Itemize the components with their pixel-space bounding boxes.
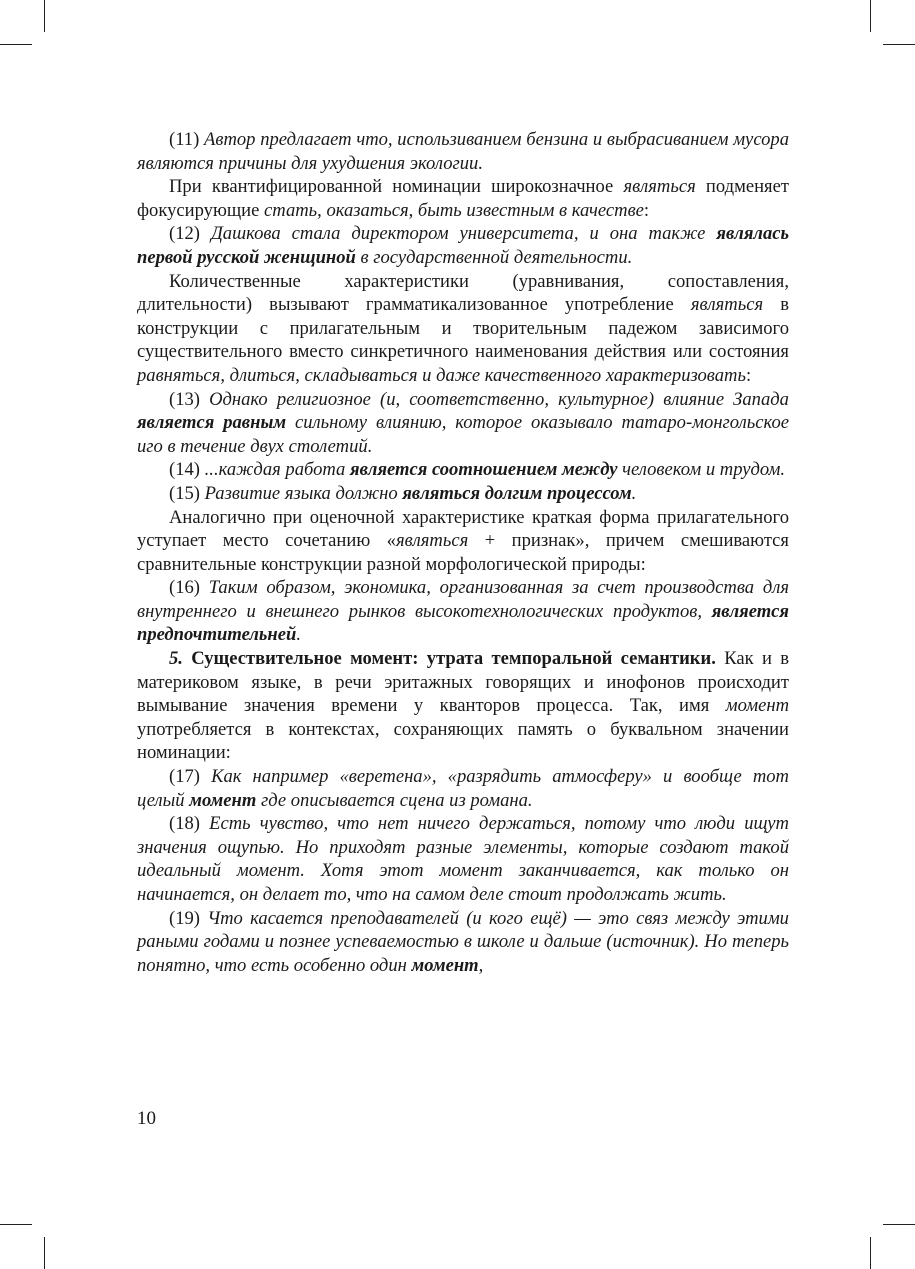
text-run: Однако религиозное (и, соответственно, культурное) влияние Запада [209, 388, 789, 410]
text-run: являться [395, 530, 469, 552]
text-run: : [643, 199, 650, 221]
text-run: (17) [169, 766, 212, 788]
text-run: : [745, 364, 752, 386]
text-run: сильному влиянию, которое оказывало татаро-монгольское иго в течение двух столетий. [137, 412, 789, 457]
section-heading-paragraph [137, 647, 789, 765]
text-run: + признак», причем смешиваются сравнительные конструкции разной морфологической природы: [137, 530, 789, 575]
text-run: Таким образом, экономика, организованная за счет производства для внутреннего и внешнего рынков высокотехнологических продуктов, [137, 577, 789, 622]
text-run: , [478, 954, 484, 976]
crop-mark-top-right [883, 44, 915, 45]
text-run: подменяет фокусирующие [137, 176, 789, 221]
page-number: 10 [137, 1108, 156, 1129]
text-run: Что касается преподавателей (и кого ещё) — это связ между этими раными годами и познее успеваемостью в школе и дальше (источник). Но теперь понятно, что есть особенно один [137, 907, 789, 976]
text-run: При квантифицированной номинации широкозначное [169, 176, 624, 198]
text-run: является равным [137, 412, 287, 434]
text-run: , [220, 364, 230, 386]
text-run: длиться [229, 364, 296, 386]
text-run: , [317, 199, 327, 221]
text-run: являться долгим процессом [402, 482, 632, 504]
body-paragraph [137, 506, 789, 577]
text-run: , [408, 199, 418, 221]
text-run: складываться и даже качественного характеризовать [304, 364, 746, 386]
text-run: употребляется в контекстах, сохраняющих память о буквальном значении номинации: [137, 718, 789, 764]
text-run: оказаться [326, 199, 409, 221]
example-paragraph [137, 482, 789, 506]
body-paragraph [137, 270, 789, 388]
crop-mark-bottom-left [0, 1224, 32, 1225]
text-run: . [296, 624, 301, 646]
text-run: Количественные характеристики (уравнивания, сопоставления, длительности) вызывают грамматикализованное употребление [137, 270, 789, 316]
example-paragraph [137, 765, 789, 812]
text-run: в конструкции с прилагательным и творительным падежом зависимого существительного вместо синкретичного наименования действия или состояния [137, 294, 789, 363]
text-run: стать [264, 199, 318, 221]
text-run: являлась первой русской женщиной [137, 223, 789, 268]
text-run: (15) [169, 482, 205, 504]
text-run: (11) [169, 129, 205, 150]
example-paragraph [137, 812, 789, 906]
text-run: 5. [169, 648, 183, 670]
text-run: где описывается сцена из романа. [256, 789, 533, 811]
text-run: является предпочтительней [137, 600, 789, 646]
crop-mark-top-right [870, 0, 871, 32]
crop-mark-bottom-left [44, 1237, 45, 1269]
text-run: Аналогично при оценочной характеристике краткая форма прилагательного уступает место сочетанию « [137, 506, 789, 552]
text-run: (19) [169, 907, 208, 929]
example-paragraph [137, 907, 789, 978]
text-run: Дашкова стала директором университета, и она также [210, 223, 717, 245]
text-run: Как и в материковом языке, в речи эритажных говорящих и инофонов происходит вымывание значения времени у кванторов процесса. Так, имя [137, 648, 789, 717]
crop-mark-top-left [44, 0, 45, 32]
text-run: момент [411, 954, 479, 976]
example-paragraph [137, 576, 789, 647]
text-run: являться [623, 176, 696, 198]
text-run: ...каждая работа [204, 459, 351, 481]
body-paragraph [137, 175, 789, 222]
page-body [137, 128, 789, 977]
crop-mark-top-left [0, 44, 32, 45]
text-run: (12) [169, 223, 211, 245]
text-run: является соотношением между [350, 459, 618, 481]
text-run: Существительное момент: утрата темпоральной семантики. [182, 648, 716, 670]
example-paragraph [137, 388, 789, 459]
text-run: быть известным в качестве [417, 199, 644, 221]
text-run: в государственной деятельности. [355, 246, 633, 268]
text-run: , [295, 364, 305, 386]
text-run: Автор предлагает что, использиванием бензина и выбрасиванием мусора являются причины для ухудшения экологии. [137, 129, 789, 174]
text-run: Развитие языка должно [204, 482, 403, 504]
text-run: Как например «веретена», «разрядить атмосферу» и вообще тот целый [137, 766, 789, 811]
text-run: являться [690, 294, 764, 316]
text-run: (18) [169, 813, 210, 835]
crop-mark-bottom-right [883, 1224, 915, 1225]
text-run: равняться [137, 364, 221, 386]
text-run: человеком и трудом. [617, 459, 785, 481]
text-run: . [631, 482, 637, 504]
text-run: (16) [169, 577, 209, 599]
text-run: момент [725, 695, 789, 717]
text-run: (14) [169, 459, 205, 481]
crop-mark-bottom-right [870, 1237, 871, 1269]
text-run: Есть чувство, что нет ничего держаться, потому что люди ищут значения ощупью. Но приходят разные элементы, которые создают такой идеальный момент. Хотя этот момент заканчивается, как только он начинается, он делает то, что на самом деле стоит продолжать жить. [137, 813, 789, 905]
example-paragraph [137, 222, 789, 269]
example-paragraph [137, 458, 789, 482]
text-run: момент [189, 789, 257, 811]
example-paragraph [137, 128, 789, 175]
text-run: (13) [169, 388, 210, 410]
